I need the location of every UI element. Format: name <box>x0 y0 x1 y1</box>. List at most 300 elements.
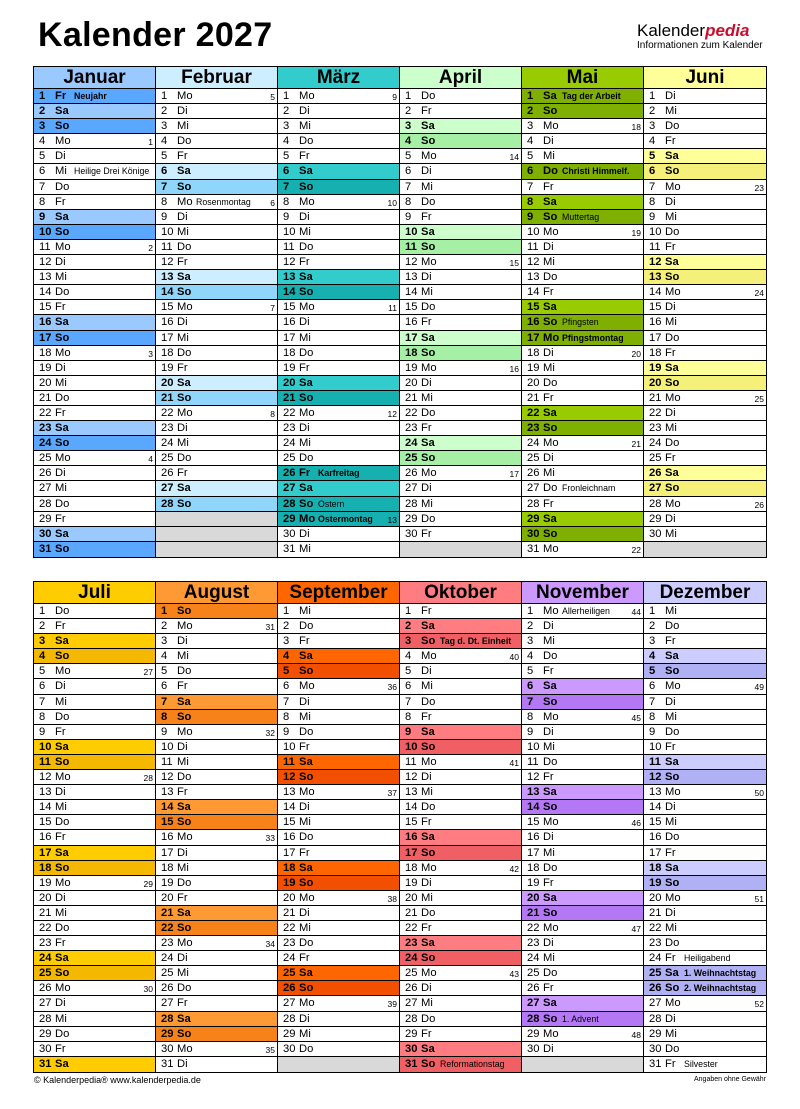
day-cell[interactable] <box>278 406 399 421</box>
day-cell[interactable] <box>156 891 277 906</box>
day-cell[interactable] <box>34 861 155 876</box>
day-cell[interactable] <box>34 240 155 255</box>
day-cell[interactable] <box>278 815 399 830</box>
day-cell[interactable] <box>522 1012 643 1027</box>
day-cell[interactable] <box>400 649 521 664</box>
day-cell[interactable] <box>644 679 766 694</box>
day-cell[interactable] <box>34 830 155 845</box>
day-cell[interactable] <box>34 285 155 300</box>
day-cell[interactable] <box>156 134 277 149</box>
day-cell[interactable] <box>156 180 277 195</box>
day-cell[interactable] <box>522 966 643 981</box>
day-cell[interactable] <box>156 785 277 800</box>
day-cell[interactable] <box>400 195 521 210</box>
day-cell[interactable] <box>34 300 155 315</box>
day-cell[interactable] <box>34 119 155 134</box>
day-cell[interactable] <box>34 315 155 330</box>
day-cell[interactable] <box>278 906 399 921</box>
day-cell[interactable] <box>400 225 521 240</box>
day-cell[interactable] <box>644 695 766 710</box>
day-cell[interactable] <box>644 331 766 346</box>
day-cell[interactable] <box>644 800 766 815</box>
day-cell[interactable] <box>644 755 766 770</box>
day-cell[interactable] <box>278 846 399 861</box>
day-cell[interactable] <box>522 134 643 149</box>
day-cell[interactable] <box>400 119 521 134</box>
day-cell[interactable] <box>278 664 399 679</box>
day-cell[interactable] <box>522 1042 643 1057</box>
day-cell[interactable] <box>400 710 521 725</box>
day-cell[interactable] <box>400 679 521 694</box>
day-cell[interactable] <box>400 361 521 376</box>
day-cell[interactable] <box>522 119 643 134</box>
day-cell[interactable] <box>278 755 399 770</box>
day-cell[interactable] <box>400 466 521 481</box>
day-cell[interactable] <box>400 846 521 861</box>
day-cell[interactable] <box>400 406 521 421</box>
day-cell[interactable] <box>278 981 399 996</box>
day-cell[interactable] <box>522 481 643 496</box>
day-cell[interactable] <box>34 619 155 634</box>
day-cell[interactable] <box>34 451 155 466</box>
day-cell[interactable] <box>522 436 643 451</box>
day-cell[interactable] <box>156 755 277 770</box>
day-cell[interactable] <box>156 89 277 104</box>
day-cell[interactable] <box>644 497 766 512</box>
day-cell[interactable] <box>400 436 521 451</box>
day-cell[interactable] <box>400 695 521 710</box>
day-cell[interactable] <box>400 951 521 966</box>
day-cell[interactable] <box>34 815 155 830</box>
day-cell[interactable] <box>644 710 766 725</box>
day-cell[interactable] <box>156 725 277 740</box>
day-cell[interactable] <box>644 270 766 285</box>
day-cell[interactable] <box>644 255 766 270</box>
day-cell[interactable] <box>156 1042 277 1057</box>
day-cell[interactable] <box>644 240 766 255</box>
day-cell[interactable] <box>278 240 399 255</box>
day-cell[interactable] <box>34 542 155 557</box>
day-cell[interactable] <box>644 210 766 225</box>
day-cell[interactable] <box>156 951 277 966</box>
day-cell[interactable] <box>156 497 277 512</box>
day-cell[interactable] <box>156 710 277 725</box>
day-cell[interactable] <box>522 451 643 466</box>
day-cell[interactable] <box>156 876 277 891</box>
day-cell[interactable] <box>278 436 399 451</box>
day-cell[interactable] <box>644 104 766 119</box>
day-cell[interactable] <box>34 164 155 179</box>
day-cell[interactable] <box>34 755 155 770</box>
day-cell[interactable] <box>278 634 399 649</box>
day-cell[interactable] <box>522 315 643 330</box>
day-cell[interactable] <box>278 936 399 951</box>
day-cell[interactable] <box>522 770 643 785</box>
day-cell[interactable] <box>34 996 155 1011</box>
day-cell[interactable] <box>400 346 521 361</box>
day-cell[interactable] <box>400 876 521 891</box>
day-cell[interactable] <box>522 951 643 966</box>
day-cell[interactable] <box>34 527 155 542</box>
day-cell[interactable] <box>34 710 155 725</box>
day-cell[interactable] <box>400 634 521 649</box>
day-cell[interactable] <box>156 481 277 496</box>
day-cell[interactable] <box>644 451 766 466</box>
day-cell[interactable] <box>34 846 155 861</box>
day-cell[interactable] <box>522 861 643 876</box>
day-cell[interactable] <box>34 361 155 376</box>
day-cell[interactable] <box>34 195 155 210</box>
day-cell[interactable] <box>644 785 766 800</box>
day-cell[interactable] <box>644 604 766 619</box>
day-cell[interactable] <box>34 1057 155 1072</box>
day-cell[interactable] <box>644 830 766 845</box>
day-cell[interactable] <box>156 846 277 861</box>
day-cell[interactable] <box>644 815 766 830</box>
day-cell[interactable] <box>522 164 643 179</box>
day-cell[interactable] <box>278 134 399 149</box>
day-cell[interactable] <box>400 981 521 996</box>
day-cell[interactable] <box>644 300 766 315</box>
day-cell[interactable] <box>278 996 399 1011</box>
day-cell[interactable] <box>34 180 155 195</box>
day-cell[interactable] <box>156 255 277 270</box>
day-cell[interactable] <box>644 481 766 496</box>
day-cell[interactable] <box>278 710 399 725</box>
day-cell[interactable] <box>156 361 277 376</box>
day-cell[interactable] <box>156 1057 277 1072</box>
day-cell[interactable] <box>278 921 399 936</box>
day-cell[interactable] <box>278 649 399 664</box>
day-cell[interactable] <box>278 376 399 391</box>
day-cell[interactable] <box>400 300 521 315</box>
day-cell[interactable] <box>156 996 277 1011</box>
day-cell[interactable] <box>400 285 521 300</box>
day-cell[interactable] <box>156 406 277 421</box>
day-cell[interactable] <box>156 104 277 119</box>
day-cell[interactable] <box>400 785 521 800</box>
day-cell[interactable] <box>156 346 277 361</box>
day-cell[interactable] <box>400 740 521 755</box>
day-cell[interactable] <box>522 285 643 300</box>
day-cell[interactable] <box>400 210 521 225</box>
day-cell[interactable] <box>278 861 399 876</box>
day-cell[interactable] <box>278 119 399 134</box>
day-cell[interactable] <box>156 451 277 466</box>
day-cell[interactable] <box>644 512 766 527</box>
day-cell[interactable] <box>278 770 399 785</box>
day-cell[interactable] <box>278 695 399 710</box>
day-cell[interactable] <box>278 89 399 104</box>
day-cell[interactable] <box>278 255 399 270</box>
day-cell[interactable] <box>278 542 399 557</box>
day-cell[interactable] <box>522 497 643 512</box>
day-cell[interactable] <box>278 512 399 527</box>
day-cell[interactable] <box>522 876 643 891</box>
day-cell[interactable] <box>156 270 277 285</box>
day-cell[interactable] <box>156 861 277 876</box>
day-cell[interactable] <box>34 604 155 619</box>
day-cell[interactable] <box>34 149 155 164</box>
day-cell[interactable] <box>278 164 399 179</box>
day-cell[interactable] <box>644 951 766 966</box>
day-cell[interactable] <box>522 619 643 634</box>
day-cell[interactable] <box>644 876 766 891</box>
day-cell[interactable] <box>522 996 643 1011</box>
day-cell[interactable] <box>278 315 399 330</box>
day-cell[interactable] <box>644 391 766 406</box>
day-cell[interactable] <box>34 876 155 891</box>
day-cell[interactable] <box>34 1012 155 1027</box>
day-cell[interactable] <box>278 180 399 195</box>
day-cell[interactable] <box>156 436 277 451</box>
day-cell[interactable] <box>644 1042 766 1057</box>
day-cell[interactable] <box>34 134 155 149</box>
day-cell[interactable] <box>400 861 521 876</box>
day-cell[interactable] <box>400 906 521 921</box>
day-cell[interactable] <box>278 331 399 346</box>
day-cell[interactable] <box>34 936 155 951</box>
day-cell[interactable] <box>34 104 155 119</box>
day-cell[interactable] <box>644 436 766 451</box>
day-cell[interactable] <box>400 604 521 619</box>
day-cell[interactable] <box>522 406 643 421</box>
day-cell[interactable] <box>278 725 399 740</box>
day-cell[interactable] <box>522 527 643 542</box>
day-cell[interactable] <box>400 619 521 634</box>
day-cell[interactable] <box>522 270 643 285</box>
day-cell[interactable] <box>400 725 521 740</box>
day-cell[interactable] <box>278 785 399 800</box>
day-cell[interactable] <box>522 906 643 921</box>
day-cell[interactable] <box>400 376 521 391</box>
day-cell[interactable] <box>400 315 521 330</box>
day-cell[interactable] <box>400 89 521 104</box>
day-cell[interactable] <box>522 695 643 710</box>
day-cell[interactable] <box>156 695 277 710</box>
day-cell[interactable] <box>522 800 643 815</box>
day-cell[interactable] <box>400 1057 521 1072</box>
day-cell[interactable] <box>522 921 643 936</box>
day-cell[interactable] <box>522 89 643 104</box>
day-cell[interactable] <box>278 527 399 542</box>
day-cell[interactable] <box>156 195 277 210</box>
day-cell[interactable] <box>34 210 155 225</box>
day-cell[interactable] <box>522 376 643 391</box>
day-cell[interactable] <box>278 740 399 755</box>
day-cell[interactable] <box>644 966 766 981</box>
day-cell[interactable] <box>644 225 766 240</box>
day-cell[interactable] <box>522 225 643 240</box>
day-cell[interactable] <box>34 921 155 936</box>
day-cell[interactable] <box>400 134 521 149</box>
day-cell[interactable] <box>278 149 399 164</box>
day-cell[interactable] <box>156 619 277 634</box>
day-cell[interactable] <box>644 770 766 785</box>
day-cell[interactable] <box>156 981 277 996</box>
day-cell[interactable] <box>34 725 155 740</box>
day-cell[interactable] <box>400 815 521 830</box>
day-cell[interactable] <box>156 679 277 694</box>
day-cell[interactable] <box>156 315 277 330</box>
day-cell[interactable] <box>156 240 277 255</box>
day-cell[interactable] <box>34 634 155 649</box>
day-cell[interactable] <box>522 634 643 649</box>
day-cell[interactable] <box>278 891 399 906</box>
day-cell[interactable] <box>400 451 521 466</box>
day-cell[interactable] <box>522 604 643 619</box>
day-cell[interactable] <box>400 149 521 164</box>
day-cell[interactable] <box>400 180 521 195</box>
day-cell[interactable] <box>522 846 643 861</box>
day-cell[interactable] <box>34 664 155 679</box>
day-cell[interactable] <box>522 542 643 557</box>
day-cell[interactable] <box>156 906 277 921</box>
day-cell[interactable] <box>522 740 643 755</box>
day-cell[interactable] <box>400 996 521 1011</box>
day-cell[interactable] <box>644 527 766 542</box>
day-cell[interactable] <box>34 270 155 285</box>
day-cell[interactable] <box>34 497 155 512</box>
day-cell[interactable] <box>156 164 277 179</box>
day-cell[interactable] <box>34 951 155 966</box>
day-cell[interactable] <box>522 936 643 951</box>
day-cell[interactable] <box>278 270 399 285</box>
day-cell[interactable] <box>156 936 277 951</box>
day-cell[interactable] <box>278 1027 399 1042</box>
day-cell[interactable] <box>34 679 155 694</box>
day-cell[interactable] <box>34 331 155 346</box>
day-cell[interactable] <box>156 391 277 406</box>
day-cell[interactable] <box>34 436 155 451</box>
day-cell[interactable] <box>644 649 766 664</box>
day-cell[interactable] <box>400 891 521 906</box>
day-cell[interactable] <box>278 195 399 210</box>
day-cell[interactable] <box>156 149 277 164</box>
day-cell[interactable] <box>34 891 155 906</box>
day-cell[interactable] <box>644 180 766 195</box>
day-cell[interactable] <box>156 1012 277 1027</box>
day-cell[interactable] <box>34 255 155 270</box>
brand-logo[interactable] <box>637 22 767 52</box>
day-cell[interactable] <box>522 195 643 210</box>
day-cell[interactable] <box>34 649 155 664</box>
day-cell[interactable] <box>522 785 643 800</box>
day-cell[interactable] <box>400 331 521 346</box>
day-cell[interactable] <box>644 906 766 921</box>
day-cell[interactable] <box>522 180 643 195</box>
day-cell[interactable] <box>156 634 277 649</box>
day-cell[interactable] <box>156 740 277 755</box>
day-cell[interactable] <box>156 664 277 679</box>
day-cell[interactable] <box>34 89 155 104</box>
day-cell[interactable] <box>644 89 766 104</box>
day-cell[interactable] <box>644 134 766 149</box>
day-cell[interactable] <box>522 710 643 725</box>
day-cell[interactable] <box>278 876 399 891</box>
day-cell[interactable] <box>522 149 643 164</box>
day-cell[interactable] <box>34 406 155 421</box>
day-cell[interactable] <box>278 481 399 496</box>
day-cell[interactable] <box>400 270 521 285</box>
day-cell[interactable] <box>156 331 277 346</box>
day-cell[interactable] <box>522 512 643 527</box>
day-cell[interactable] <box>34 346 155 361</box>
day-cell[interactable] <box>34 1042 155 1057</box>
day-cell[interactable] <box>522 679 643 694</box>
day-cell[interactable] <box>522 300 643 315</box>
day-cell[interactable] <box>644 936 766 951</box>
day-cell[interactable] <box>522 725 643 740</box>
day-cell[interactable] <box>278 300 399 315</box>
day-cell[interactable] <box>156 421 277 436</box>
day-cell[interactable] <box>34 966 155 981</box>
day-cell[interactable] <box>34 376 155 391</box>
day-cell[interactable] <box>278 225 399 240</box>
day-cell[interactable] <box>400 936 521 951</box>
day-cell[interactable] <box>522 346 643 361</box>
day-cell[interactable] <box>522 981 643 996</box>
day-cell[interactable] <box>522 1027 643 1042</box>
day-cell[interactable] <box>644 406 766 421</box>
day-cell[interactable] <box>156 830 277 845</box>
day-cell[interactable] <box>522 664 643 679</box>
day-cell[interactable] <box>522 830 643 845</box>
day-cell[interactable] <box>400 1012 521 1027</box>
day-cell[interactable] <box>156 966 277 981</box>
day-cell[interactable] <box>644 740 766 755</box>
day-cell[interactable] <box>400 527 521 542</box>
day-cell[interactable] <box>156 300 277 315</box>
day-cell[interactable] <box>400 664 521 679</box>
day-cell[interactable] <box>522 104 643 119</box>
day-cell[interactable] <box>278 966 399 981</box>
day-cell[interactable] <box>644 1027 766 1042</box>
day-cell[interactable] <box>644 861 766 876</box>
day-cell[interactable] <box>278 346 399 361</box>
day-cell[interactable] <box>644 285 766 300</box>
day-cell[interactable] <box>278 679 399 694</box>
day-cell[interactable] <box>278 361 399 376</box>
day-cell[interactable] <box>644 315 766 330</box>
day-cell[interactable] <box>34 225 155 240</box>
day-cell[interactable] <box>644 619 766 634</box>
day-cell[interactable] <box>400 1027 521 1042</box>
day-cell[interactable] <box>278 951 399 966</box>
day-cell[interactable] <box>278 285 399 300</box>
day-cell[interactable] <box>400 104 521 119</box>
day-cell[interactable] <box>522 755 643 770</box>
day-cell[interactable] <box>400 921 521 936</box>
day-cell[interactable] <box>400 421 521 436</box>
day-cell[interactable] <box>400 481 521 496</box>
day-cell[interactable] <box>34 906 155 921</box>
day-cell[interactable] <box>34 800 155 815</box>
day-cell[interactable] <box>644 996 766 1011</box>
day-cell[interactable] <box>278 604 399 619</box>
day-cell[interactable] <box>644 346 766 361</box>
day-cell[interactable] <box>644 921 766 936</box>
day-cell[interactable] <box>34 785 155 800</box>
day-cell[interactable] <box>278 421 399 436</box>
day-cell[interactable] <box>522 891 643 906</box>
day-cell[interactable] <box>644 421 766 436</box>
day-cell[interactable] <box>156 119 277 134</box>
day-cell[interactable] <box>522 649 643 664</box>
day-cell[interactable] <box>278 619 399 634</box>
day-cell[interactable] <box>522 240 643 255</box>
day-cell[interactable] <box>400 164 521 179</box>
